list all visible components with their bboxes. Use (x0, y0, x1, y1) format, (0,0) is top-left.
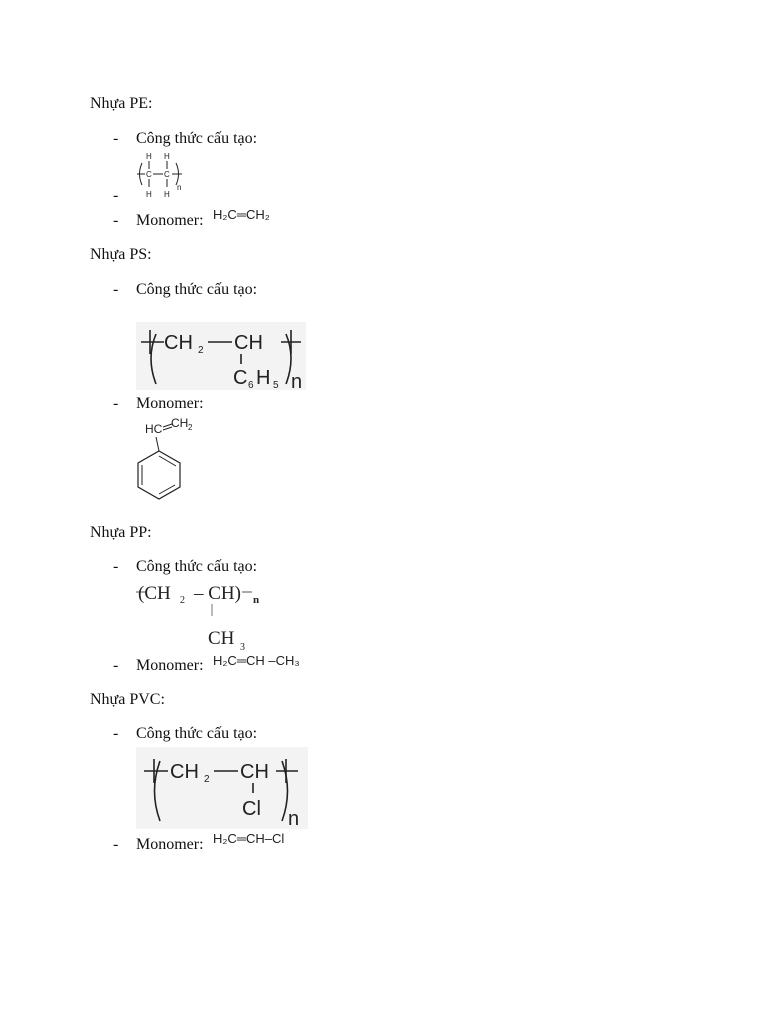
pp-monomer-formula: H₂C═CH –CH₃ (213, 653, 300, 668)
pe-monomer-formula: H₂C═CH₂ (213, 207, 270, 222)
ps-c6h5-sub5: 5 (273, 380, 279, 390)
bullet-dash: - (113, 187, 119, 204)
section-heading-ps: Nhựa PS: (90, 246, 152, 263)
section-heading-pe: Nhựa PE: (90, 95, 153, 112)
pvc-subscript-n: n (288, 808, 300, 829)
pe-atom-h-top-right: H (164, 152, 170, 161)
pvc-structure-figure (136, 747, 308, 829)
pp-ch3-subscript: 3 (240, 642, 245, 653)
pp-ch3-group: CH (208, 628, 235, 649)
bullet-dash: - (113, 725, 119, 742)
ps-c6h5-h: H (256, 367, 271, 389)
ps-monomer-ch-sub: 2 (188, 423, 193, 432)
ps-monomer-label: Monomer: (136, 395, 204, 412)
ps-structure-figure (136, 322, 306, 390)
bullet-dash: - (113, 558, 119, 575)
pe-atom-c-right: C (164, 170, 170, 179)
pp-ch2-subscript: 2 (180, 595, 185, 606)
ps-monomer-figure (132, 413, 202, 508)
pp-ch2-group: (CH (138, 583, 171, 604)
pvc-ch2-subscript: 2 (204, 774, 210, 785)
pvc-cl-group: Cl (242, 798, 261, 820)
pvc-structure-label: Công thức cấu tạo: (136, 725, 258, 742)
bullet-dash: - (113, 395, 119, 412)
pe-atom-c-left: C (146, 170, 152, 179)
ps-c6h5-sub6: 6 (248, 380, 254, 390)
bullet-dash: - (113, 212, 119, 229)
bullet-dash: - (113, 657, 119, 674)
pp-structure-label: Công thức cấu tạo: (136, 558, 258, 575)
ps-c6h5-c: C (233, 367, 248, 389)
pe-atom-h-top-left: H (146, 152, 152, 161)
pe-monomer-label: Monomer: (136, 212, 204, 229)
bullet-dash: - (113, 836, 119, 853)
pp-monomer-label: Monomer: (136, 657, 204, 674)
pvc-monomer-formula: H₂C═CH–Cl (213, 831, 285, 846)
ps-structure-label: Công thức cấu tạo: (136, 281, 258, 298)
pe-structure-label: Công thức cấu tạo: (136, 130, 258, 147)
ps-ch-group: CH (234, 332, 263, 354)
ps-monomer-hc: HC (145, 422, 163, 436)
pe-atom-h-bottom-right: H (164, 190, 170, 199)
ps-subscript-n: n (291, 371, 303, 390)
section-heading-pvc: Nhựa PVC: (90, 691, 165, 708)
ps-ch2-subscript: 2 (198, 345, 204, 356)
bullet-dash: - (113, 281, 119, 298)
pp-ch-group: – CH) (194, 583, 241, 604)
pvc-ch-group: CH (240, 761, 269, 783)
pvc-monomer-label: Monomer: (136, 836, 204, 853)
section-heading-pp: Nhựa PP: (90, 524, 152, 541)
pe-structure-figure (132, 150, 190, 202)
bullet-dash: - (113, 130, 119, 147)
pvc-ch2-group: CH (170, 761, 199, 783)
ps-monomer-ch: CH (171, 416, 189, 430)
ps-ch2-group: CH (164, 332, 193, 354)
pp-subscript-n: n (253, 594, 260, 606)
pe-subscript-n: n (177, 183, 182, 192)
pp-structure-figure (134, 578, 274, 654)
pe-atom-h-bottom-left: H (146, 190, 152, 199)
